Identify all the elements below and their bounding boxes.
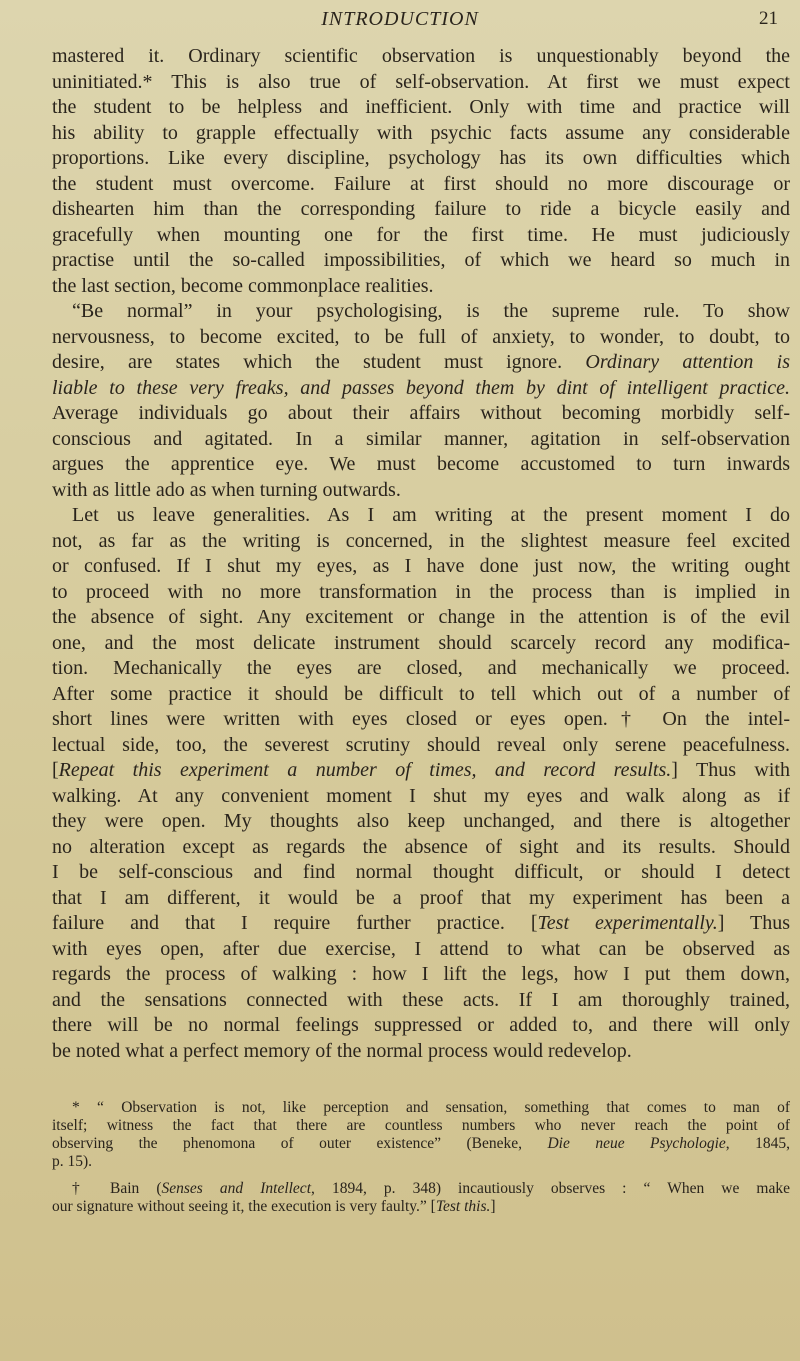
text-line (52, 427, 790, 453)
footnotes (52, 1099, 790, 1216)
text-segment: p. 15). (52, 1153, 93, 1170)
text-segment: , 1894, p. 348) incautiously observes : “ When we make (311, 1180, 790, 1197)
text-line (52, 503, 790, 529)
text-segment: proportions. Like every discipline, psychology has its own difficulties which (52, 147, 790, 169)
footnote (52, 1180, 790, 1216)
text-segment: gracefully when mounting one for the first time. He must judiciously (52, 223, 790, 246)
text-segment: dishearten him than the corresponding failure to ride a bicycle easily and (52, 198, 790, 220)
text-line (52, 70, 790, 96)
text-segment: they were open. My thoughts also keep unchanged, and there is altogether (52, 810, 790, 832)
text-segment: tion. Mechanically the eyes are closed, and mechanically we proceed. (52, 657, 790, 679)
page-number: 21 (759, 8, 778, 29)
italic-text: Senses and Intellect (161, 1180, 311, 1197)
text-segment: observing the phenomona of outer existence” (Beneke, (52, 1135, 548, 1152)
text-line (52, 248, 790, 274)
text-segment: ] Thus (717, 912, 790, 934)
text-line (52, 1198, 790, 1216)
italic-text: liable to these very freaks, and passes beyond them by dint of intelligent practice. (52, 376, 790, 399)
text-segment: [ (52, 759, 59, 781)
text-segment: Let us leave generalities. As I am writing at the present moment I do (72, 504, 790, 526)
text-line (52, 146, 790, 172)
text-segment: with as little ado as when turning outwards. (52, 478, 401, 501)
text-segment: itself; witness the fact that there are countless numbers who never reach the point of (52, 1117, 790, 1134)
text-line (52, 452, 790, 478)
text-segment: After some practice it should be difficult to tell which out of a number of (52, 682, 790, 705)
text-segment: the absence of sight. Any excitement or change in the attention is of the evil (52, 606, 790, 628)
text-line (52, 580, 790, 606)
text-line (52, 656, 790, 682)
text-segment: the student to be helpless and inefficient. Only with time and practice will (52, 96, 790, 118)
text-line (52, 860, 790, 886)
text-line (52, 1117, 790, 1135)
text-segment: walking. At any convenient moment I shut my eyes and walk along as if (52, 784, 790, 807)
text-line (52, 172, 790, 198)
italic-text: Test this. (435, 1198, 491, 1215)
text-line (52, 478, 790, 504)
text-segment: the student must overcome. Failure at first should no more discourage or (52, 172, 790, 195)
body-text (52, 44, 790, 1064)
text-segment: argues the apprentice eye. We must become accustomed to turn inwards (52, 453, 790, 475)
text-line (52, 707, 790, 733)
text-segment: short lines were written with eyes closed or eyes open.† On the intel- (52, 708, 790, 730)
text-segment: failure and that I require further practice. [ (52, 912, 538, 934)
text-segment: † Bain ( (72, 1180, 162, 1197)
text-line (52, 886, 790, 912)
footnote (52, 1099, 790, 1171)
text-line (52, 988, 790, 1014)
text-line (52, 401, 790, 427)
text-segment: “Be normal” in your psychologising, is the supreme rule. To show (72, 300, 790, 322)
text-segment: practise until the so-called impossibilities, of which we heard so much in (52, 249, 790, 271)
text-segment: uninitiated.* This is also true of self-observation. At first we must expect (52, 70, 790, 93)
text-line (52, 682, 790, 708)
text-segment: or confused. If I shut my eyes, as I have done just now, the writing ought (52, 555, 790, 577)
text-line (52, 1180, 790, 1198)
text-segment: his ability to grapple effectually with psychic facts assume any considerable (52, 121, 790, 144)
italic-text: Ordinary attention is (585, 351, 790, 373)
text-line (52, 605, 790, 631)
running-header (0, 8, 800, 34)
text-segment: regards the process of walking : how I lift the legs, how I put them down, (52, 963, 790, 985)
text-segment: lectual side, too, the severest scrutiny should reveal only serene peacefulness. (52, 733, 790, 756)
text-segment: Average individuals go about their affairs without becoming morbidly self- (52, 402, 790, 424)
text-line (52, 529, 790, 555)
text-segment: to proceed with no more transformation in the process than is implied in (52, 580, 790, 603)
text-line (52, 809, 790, 835)
text-segment: our signature without seeing it, the execution is very faulty.” [ (52, 1198, 436, 1215)
text-line (52, 911, 790, 937)
text-line (52, 1013, 790, 1039)
text-line (52, 1039, 790, 1065)
running-title: INTRODUCTION (321, 8, 479, 30)
text-line (52, 962, 790, 988)
text-segment: one, and the most delicate instrument should scarcely record any modifica- (52, 631, 790, 654)
text-line (52, 274, 790, 300)
text-segment: ] Thus with (671, 759, 790, 781)
text-line (52, 95, 790, 121)
text-line (52, 631, 790, 657)
text-line (52, 733, 790, 759)
text-line (52, 376, 790, 402)
text-line (52, 1099, 790, 1117)
text-segment: there will be no normal feelings suppressed or added to, and there will only (52, 1014, 790, 1036)
text-segment: be noted what a perfect memory of the normal process would redevelop. (52, 1039, 632, 1062)
italic-text: Repeat this experiment a number of times, and record results. (58, 759, 672, 781)
text-line (52, 44, 790, 70)
text-line (52, 835, 790, 861)
text-line (52, 554, 790, 580)
italic-text: Test experimentally. (537, 912, 718, 934)
text-line (52, 325, 790, 351)
text-line (52, 197, 790, 223)
text-segment: I be self-conscious and find normal thought difficult, or should I detect (52, 861, 790, 883)
text-line (52, 299, 790, 325)
text-line (52, 784, 790, 810)
text-segment: , 1845, (725, 1135, 790, 1152)
text-segment: mastered it. Ordinary scientific observation is unquestionably beyond the (52, 45, 790, 67)
text-segment: that I am different, it would be a proof that my experiment has been a (52, 886, 790, 909)
text-segment: no alteration except as regards the absence of sight and its results. Should (52, 835, 790, 858)
text-segment: ] (490, 1198, 496, 1215)
text-segment: * “ Observation is not, like perception and sensation, something that comes to man of (72, 1099, 790, 1116)
text-line (52, 223, 790, 249)
text-segment: conscious and agitated. In a similar manner, agitation in self-observation (52, 427, 790, 450)
text-line (52, 758, 790, 784)
text-line (52, 1153, 790, 1171)
text-segment: nervousness, to become excited, to be full of anxiety, to wonder, to doubt, to (52, 325, 790, 348)
text-line (52, 937, 790, 963)
text-segment: desire, are states which the student must ignore. (52, 351, 586, 373)
text-segment: and the sensations connected with these acts. If I am thoroughly trained, (52, 988, 790, 1011)
text-segment: the last section, become commonplace realities. (52, 274, 434, 297)
text-line (52, 1135, 790, 1153)
italic-text: Die neue Psychologie (547, 1135, 726, 1152)
text-segment: with eyes open, after due exercise, I attend to what can be observed as (52, 937, 790, 960)
text-segment: not, as far as the writing is concerned, in the slightest measure feel excited (52, 529, 790, 552)
text-line (52, 121, 790, 147)
text-line (52, 350, 790, 376)
